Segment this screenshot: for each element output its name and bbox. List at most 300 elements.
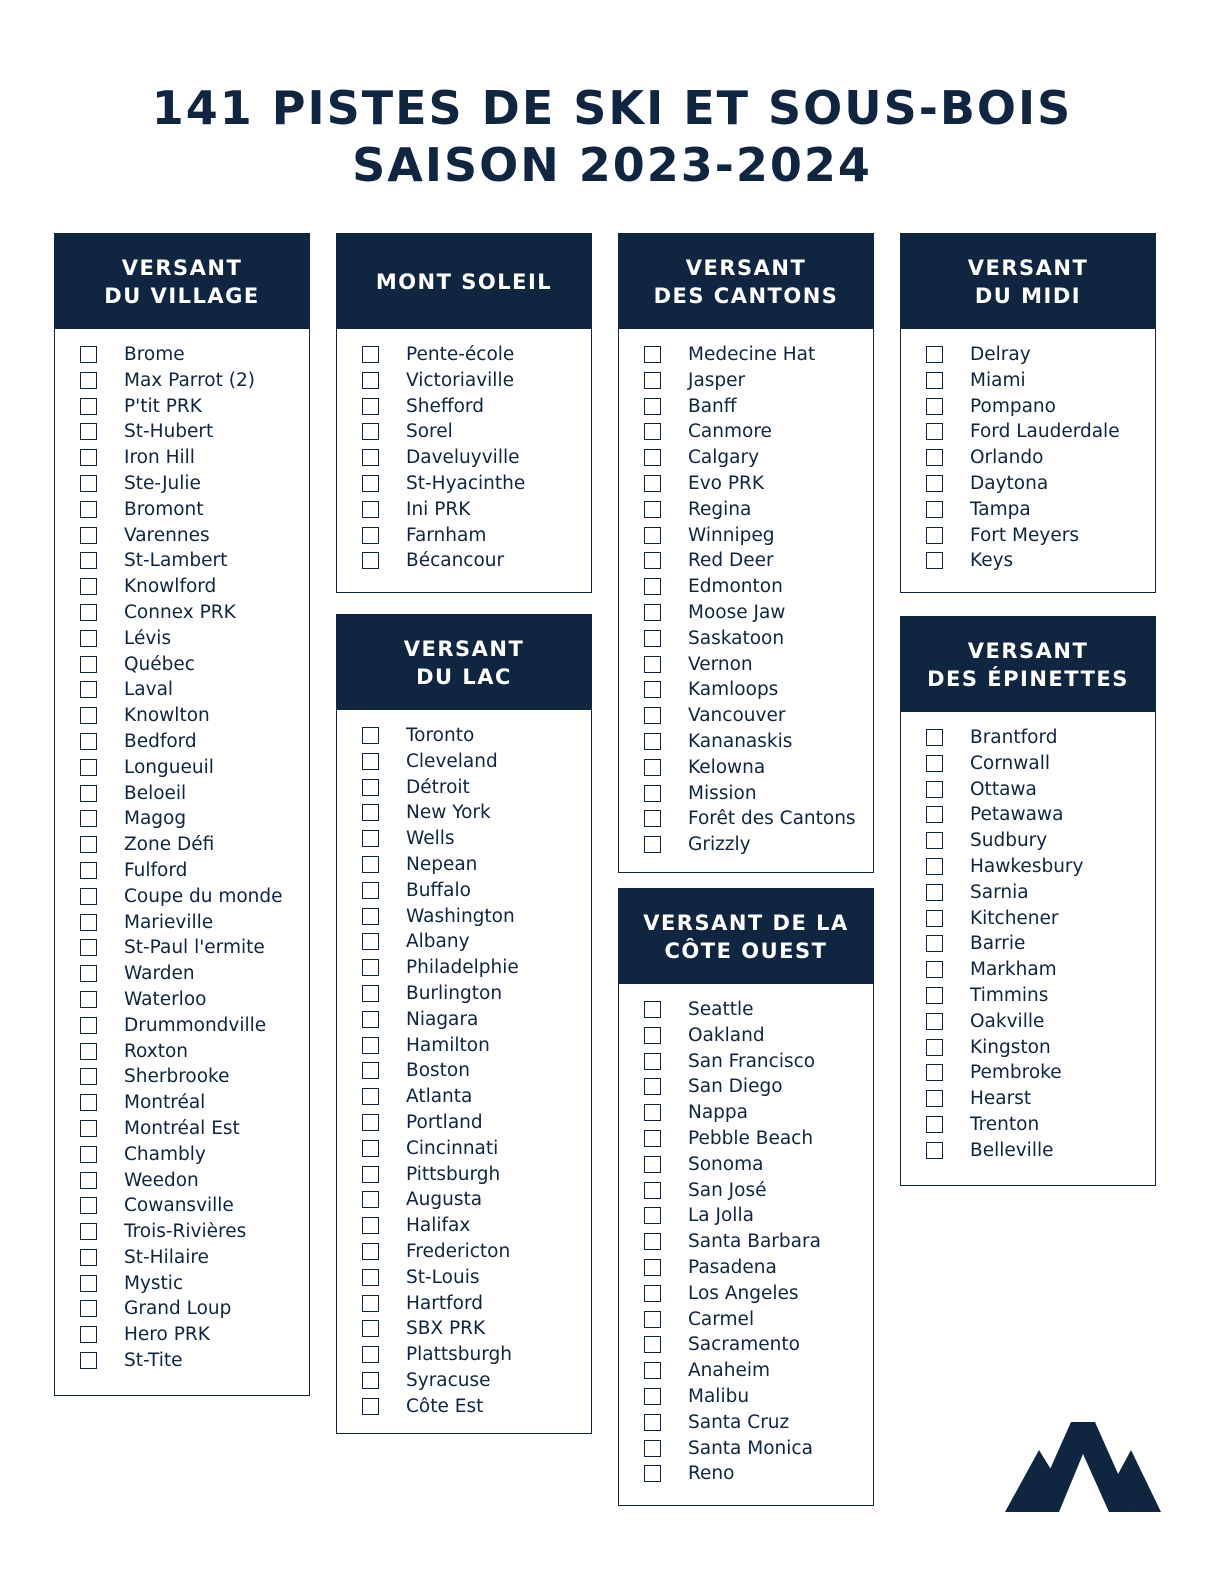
checkbox[interactable]: [926, 910, 943, 927]
checkbox[interactable]: [362, 753, 379, 770]
checkbox[interactable]: [362, 727, 379, 744]
checklist-item-label: St-Lambert: [124, 550, 228, 572]
panel-versant-de-la-cote-ouest: [618, 888, 874, 1506]
checklist-item-label: Pebble Beach: [688, 1127, 814, 1149]
checkbox[interactable]: [926, 501, 943, 518]
checklist-item-label: Mystic: [124, 1272, 184, 1294]
checkbox[interactable]: [80, 759, 97, 776]
checkbox[interactable]: [644, 398, 661, 415]
checklist-item-label: Coupe du monde: [124, 885, 283, 907]
panel-title-line-2: DES ÉPINETTES: [927, 666, 1129, 691]
checkbox[interactable]: [362, 779, 379, 796]
checkbox[interactable]: [80, 914, 97, 931]
checklist-item-label: Petawawa: [970, 804, 1064, 826]
checklist-item-label: St-Tite: [124, 1350, 183, 1372]
checklist-item-label: Brome: [124, 344, 185, 365]
checkbox[interactable]: [80, 1068, 97, 1085]
checkbox[interactable]: [644, 656, 661, 673]
checklist: [619, 984, 873, 1488]
checkbox[interactable]: [80, 862, 97, 879]
checkbox[interactable]: [644, 501, 661, 518]
checkbox[interactable]: [80, 578, 97, 595]
checklist-item-label: Wells: [406, 828, 455, 850]
checklist-item-label: Santa Barbara: [688, 1231, 821, 1253]
checkbox[interactable]: [644, 346, 661, 363]
checkbox[interactable]: [362, 1191, 379, 1208]
checklist-item-label: Max Parrot (2): [124, 369, 255, 391]
panel-title-line-2: DU VILLAGE: [104, 283, 260, 308]
checklist-item: [619, 1333, 873, 1359]
checkbox[interactable]: [362, 398, 379, 415]
checkbox[interactable]: [80, 707, 97, 724]
checklist-item: [55, 1349, 309, 1375]
checkbox[interactable]: [644, 1156, 661, 1173]
checkbox[interactable]: [80, 733, 97, 750]
checklist-item-label: Ini PRK: [406, 498, 471, 520]
checklist-item: [901, 343, 1155, 369]
checklist-item: [619, 1024, 873, 1050]
checkbox[interactable]: [80, 1017, 97, 1034]
checklist-item: [337, 1266, 591, 1292]
checklist-item-label: Timmins: [970, 984, 1049, 1006]
checkbox[interactable]: [926, 1090, 943, 1107]
checklist-item-label: Albany: [406, 931, 470, 953]
checklist-item-label: Vernon: [688, 653, 753, 675]
checkbox[interactable]: [926, 1013, 943, 1030]
checklist-item: [619, 524, 873, 550]
checklist-item: [55, 911, 309, 937]
checklist-item: [619, 1075, 873, 1101]
checklist-item-label: Tampa: [970, 498, 1031, 520]
checklist-item-label: Daytona: [970, 472, 1049, 494]
checkbox[interactable]: [80, 1249, 97, 1266]
checkbox[interactable]: [644, 681, 661, 698]
checklist-item: [901, 726, 1155, 752]
checkbox[interactable]: [80, 423, 97, 440]
checkbox[interactable]: [926, 398, 943, 415]
checklist-item: [55, 472, 309, 498]
checklist-item-label: Hearst: [970, 1088, 1032, 1110]
checkbox[interactable]: [362, 933, 379, 950]
checkbox[interactable]: [644, 836, 661, 853]
checklist-item-label: Hartford: [406, 1292, 483, 1314]
checkbox[interactable]: [80, 475, 97, 492]
checkbox[interactable]: [80, 1094, 97, 1111]
checkbox[interactable]: [644, 1182, 661, 1199]
checklist-item-label: Carmel: [688, 1308, 755, 1330]
checklist-item-label: Cincinnati: [406, 1137, 499, 1159]
checklist-item-label: Moose Jaw: [688, 601, 786, 623]
checkbox[interactable]: [926, 527, 943, 544]
checkbox[interactable]: [362, 346, 379, 363]
checkbox[interactable]: [644, 1027, 661, 1044]
checklist-item: [55, 1065, 309, 1091]
checklist-item-label: Jasper: [688, 369, 746, 391]
checkbox[interactable]: [80, 527, 97, 544]
panel-title-line-1: MONT SOLEIL: [375, 269, 553, 294]
checkbox[interactable]: [644, 1053, 661, 1070]
checkbox[interactable]: [362, 1114, 379, 1131]
checklist-item-label: Barrie: [970, 933, 1026, 955]
checkbox[interactable]: [644, 733, 661, 750]
checkbox[interactable]: [926, 552, 943, 569]
checkbox[interactable]: [926, 475, 943, 492]
checkbox[interactable]: [362, 985, 379, 1002]
checklist-item: [337, 395, 591, 421]
checkbox[interactable]: [362, 1037, 379, 1054]
checklist-item-label: Grizzly: [688, 834, 751, 856]
checklist-item: [337, 930, 591, 956]
checklist: [619, 329, 873, 859]
checkbox[interactable]: [362, 1372, 379, 1389]
checklist-item: [337, 369, 591, 395]
checkbox[interactable]: [926, 1142, 943, 1159]
checklist-item: [337, 472, 591, 498]
panel-title-line-2: DU LAC: [416, 664, 512, 689]
checkbox[interactable]: [926, 1039, 943, 1056]
checklist-item: [619, 1179, 873, 1205]
checklist-item-label: San José: [688, 1179, 767, 1201]
checkbox[interactable]: [644, 1465, 661, 1482]
checkbox[interactable]: [644, 449, 661, 466]
checklist-item-label: Anaheim: [688, 1360, 770, 1382]
checklist-item-label: Trenton: [970, 1113, 1040, 1135]
checkbox[interactable]: [926, 987, 943, 1004]
checklist-item: [55, 1220, 309, 1246]
checkbox[interactable]: [362, 1243, 379, 1260]
checkbox[interactable]: [362, 1088, 379, 1105]
checkbox[interactable]: [644, 810, 661, 827]
checklist: [901, 712, 1155, 1165]
checklist-item: [901, 803, 1155, 829]
checkbox[interactable]: [926, 1064, 943, 1081]
checkbox[interactable]: [362, 501, 379, 518]
checklist-item-label: Los Angeles: [688, 1282, 799, 1304]
checkbox[interactable]: [80, 501, 97, 518]
checkbox[interactable]: [644, 1001, 661, 1018]
panel-versant-du-midi: [900, 233, 1156, 593]
checklist-item-label: Chambly: [124, 1143, 206, 1165]
checkbox[interactable]: [80, 810, 97, 827]
checkbox[interactable]: [644, 604, 661, 621]
checklist-item: [55, 653, 309, 679]
checkbox[interactable]: [80, 398, 97, 415]
checklist-item-label: Bedford: [124, 730, 197, 752]
checkbox[interactable]: [362, 527, 379, 544]
checklist-item-label: New York: [406, 802, 491, 824]
checkbox[interactable]: [644, 1259, 661, 1276]
checkbox[interactable]: [80, 1275, 97, 1292]
checklist-item-label: Bromont: [124, 498, 204, 520]
checkbox[interactable]: [362, 830, 379, 847]
checkbox[interactable]: [80, 888, 97, 905]
checklist-item: [901, 1010, 1155, 1036]
checkbox[interactable]: [80, 372, 97, 389]
checkbox[interactable]: [644, 785, 661, 802]
checklist-item-label: Nappa: [688, 1102, 748, 1124]
checklist-item-label: Augusta: [406, 1189, 483, 1211]
checkbox[interactable]: [644, 527, 661, 544]
checkbox[interactable]: [926, 729, 943, 746]
checkbox[interactable]: [644, 1440, 661, 1457]
checkbox[interactable]: [644, 1104, 661, 1121]
checklist-item-label: Kamloops: [688, 679, 779, 701]
panel-title-line-1: VERSANT DE LA: [643, 910, 849, 935]
title-line-2: SAISON 2023-2024: [352, 138, 872, 192]
checklist-item: [337, 1059, 591, 1085]
checklist-item: [901, 984, 1155, 1010]
checkbox[interactable]: [362, 908, 379, 925]
checklist-item-label: Shefford: [406, 395, 484, 417]
checklist-item: [55, 859, 309, 885]
panel-versant-du-lac: [336, 614, 592, 1434]
checkbox[interactable]: [362, 1011, 379, 1028]
checkbox[interactable]: [362, 1269, 379, 1286]
checklist-item: [55, 1272, 309, 1298]
checkbox[interactable]: [80, 1146, 97, 1163]
checkbox[interactable]: [80, 939, 97, 956]
checkbox[interactable]: [362, 1346, 379, 1363]
checklist-item-label: Bécancour: [406, 550, 505, 572]
checklist-item-label: Montréal Est: [124, 1117, 240, 1139]
checkbox[interactable]: [644, 630, 661, 647]
checklist-item: [55, 782, 309, 808]
checklist-item: [619, 472, 873, 498]
checklist-item-label: Niagara: [406, 1008, 479, 1030]
checkbox[interactable]: [644, 1285, 661, 1302]
checklist-item-label: Kelowna: [688, 756, 766, 778]
checkbox[interactable]: [644, 1414, 661, 1431]
checkbox[interactable]: [362, 475, 379, 492]
checklist-item: [55, 1246, 309, 1272]
checkbox[interactable]: [644, 1336, 661, 1353]
checkbox[interactable]: [644, 1388, 661, 1405]
checklist-item-label: Knowlton: [124, 705, 210, 727]
checklist-item: [55, 885, 309, 911]
panel-title-line-1: VERSANT: [967, 255, 1089, 280]
checkbox[interactable]: [80, 991, 97, 1008]
checkbox[interactable]: [362, 1398, 379, 1415]
checklist-item-label: Pente-école: [406, 344, 515, 365]
checklist-item: [337, 724, 591, 750]
checklist-item-label: Medecine Hat: [688, 344, 816, 365]
checkbox[interactable]: [644, 1362, 661, 1379]
checkbox[interactable]: [80, 1352, 97, 1369]
checklist-item: [619, 369, 873, 395]
checklist-item: [337, 1343, 591, 1369]
checklist-item-label: Pittsburgh: [406, 1163, 501, 1185]
checklist-item: [619, 498, 873, 524]
checklist-item: [901, 1061, 1155, 1087]
checkbox[interactable]: [644, 1207, 661, 1224]
checkbox[interactable]: [80, 1172, 97, 1189]
checklist-item-label: Brantford: [970, 727, 1058, 748]
checkbox[interactable]: [80, 449, 97, 466]
checkbox[interactable]: [362, 959, 379, 976]
checkbox[interactable]: [362, 1320, 379, 1337]
checklist-item: [337, 1317, 591, 1343]
checklist-item: [619, 1230, 873, 1256]
panel-versant-des-cantons: [618, 233, 874, 873]
panel-title-line-2: CÔTE OUEST: [664, 938, 828, 963]
checklist-item-label: Seattle: [688, 999, 754, 1020]
checkbox[interactable]: [80, 1300, 97, 1317]
checkbox[interactable]: [80, 552, 97, 569]
checkbox[interactable]: [362, 1166, 379, 1183]
checklist-item: [619, 653, 873, 679]
checkbox[interactable]: [926, 832, 943, 849]
checkbox[interactable]: [80, 681, 97, 698]
checklist-item-label: Daveluyville: [406, 447, 520, 469]
page-title: [0, 80, 1224, 194]
checklist-item-label: Mission: [688, 782, 757, 804]
checkbox[interactable]: [362, 1295, 379, 1312]
checkbox[interactable]: [926, 806, 943, 823]
checklist-item-label: Sonoma: [688, 1153, 764, 1175]
panel-title-line-2: DU MIDI: [974, 283, 1082, 308]
checklist: [55, 329, 309, 1375]
checklist-item-label: Edmonton: [688, 576, 783, 598]
checkbox[interactable]: [926, 884, 943, 901]
checkbox[interactable]: [644, 759, 661, 776]
checkbox[interactable]: [926, 961, 943, 978]
checkbox[interactable]: [80, 604, 97, 621]
checkbox[interactable]: [644, 1130, 661, 1147]
checkbox[interactable]: [926, 449, 943, 466]
checklist-item: [55, 704, 309, 730]
checkbox[interactable]: [926, 781, 943, 798]
checkbox[interactable]: [80, 346, 97, 363]
checkbox[interactable]: [80, 1043, 97, 1060]
checkbox[interactable]: [362, 552, 379, 569]
checkbox[interactable]: [362, 372, 379, 389]
checklist-item-label: Sarnia: [970, 881, 1029, 903]
checkbox[interactable]: [362, 1140, 379, 1157]
checkbox[interactable]: [362, 1217, 379, 1234]
checkbox[interactable]: [80, 1326, 97, 1343]
checklist-item-label: Fredericton: [406, 1240, 511, 1262]
checkbox[interactable]: [80, 630, 97, 647]
checkbox[interactable]: [926, 372, 943, 389]
checklist-item: [619, 807, 873, 833]
checkbox[interactable]: [362, 856, 379, 873]
checklist-item-label: Pompano: [970, 395, 1056, 417]
checkbox[interactable]: [644, 578, 661, 595]
checklist: [337, 329, 591, 575]
checkbox[interactable]: [926, 935, 943, 952]
checkbox[interactable]: [644, 372, 661, 389]
checklist-item: [619, 1308, 873, 1334]
checklist-item: [55, 756, 309, 782]
checkbox[interactable]: [80, 1197, 97, 1214]
checkbox[interactable]: [362, 423, 379, 440]
checkbox[interactable]: [926, 755, 943, 772]
checklist-item: [337, 853, 591, 879]
checklist-item: [55, 369, 309, 395]
checklist-item-label: Weedon: [124, 1169, 199, 1191]
checklist-item: [337, 524, 591, 550]
checklist-item-label: Connex PRK: [124, 601, 236, 623]
checkbox[interactable]: [644, 423, 661, 440]
panel-header: [619, 234, 873, 329]
panel-header: [901, 617, 1155, 712]
checklist-item: [901, 395, 1155, 421]
mountain-logo-icon: [1005, 1420, 1161, 1516]
checklist-item-label: Malibu: [688, 1385, 750, 1407]
checklist-item: [619, 446, 873, 472]
checklist-item-label: Iron Hill: [124, 447, 195, 469]
checkbox[interactable]: [926, 858, 943, 875]
checkbox[interactable]: [926, 346, 943, 363]
checklist-item: [619, 1050, 873, 1076]
checkbox[interactable]: [644, 475, 661, 492]
checklist-item-label: Belleville: [970, 1139, 1054, 1161]
checkbox[interactable]: [362, 882, 379, 899]
checkbox[interactable]: [80, 1120, 97, 1137]
checklist-item-label: Ottawa: [970, 778, 1037, 800]
checklist-item-label: Santa Cruz: [688, 1411, 790, 1433]
checklist-item-label: Delray: [970, 344, 1031, 365]
checklist-item-label: St-Hubert: [124, 421, 214, 443]
checklist-item-label: Nepean: [406, 853, 478, 875]
checklist-item: [901, 958, 1155, 984]
checkbox[interactable]: [644, 1078, 661, 1095]
checkbox[interactable]: [644, 552, 661, 569]
checklist-item: [337, 343, 591, 369]
checklist-item-label: Sherbrooke: [124, 1066, 230, 1088]
checkbox[interactable]: [926, 1116, 943, 1133]
checklist-item: [901, 498, 1155, 524]
checklist-item: [901, 932, 1155, 958]
checklist-item: [619, 730, 873, 756]
checklist-item-label: Toronto: [406, 725, 475, 746]
checklist-item: [619, 704, 873, 730]
checkbox[interactable]: [926, 423, 943, 440]
checklist-item: [337, 956, 591, 982]
checklist-item: [619, 1411, 873, 1437]
checklist-item: [619, 420, 873, 446]
checkbox[interactable]: [362, 804, 379, 821]
checklist-item: [901, 369, 1155, 395]
checklist-item-label: Boston: [406, 1060, 470, 1082]
checklist-item: [337, 1085, 591, 1111]
checklist-item: [619, 1127, 873, 1153]
checklist-item: [619, 678, 873, 704]
checklist-item: [901, 1113, 1155, 1139]
checklist-item: [55, 1014, 309, 1040]
checklist-item: [55, 678, 309, 704]
checkbox[interactable]: [80, 656, 97, 673]
checklist-item-label: Burlington: [406, 982, 503, 1004]
checkbox[interactable]: [80, 1223, 97, 1240]
checklist-item-label: Magog: [124, 808, 187, 830]
checklist-item: [619, 549, 873, 575]
checkbox[interactable]: [362, 1062, 379, 1079]
checklist-item-label: St-Louis: [406, 1266, 480, 1288]
checkbox[interactable]: [644, 707, 661, 724]
checkbox[interactable]: [644, 1311, 661, 1328]
checklist-item-label: St-Hilaire: [124, 1246, 209, 1268]
checkbox[interactable]: [80, 965, 97, 982]
checklist-item: [337, 827, 591, 853]
checklist-item: [55, 498, 309, 524]
panel-header: [901, 234, 1155, 329]
checkbox[interactable]: [644, 1233, 661, 1250]
checkbox[interactable]: [362, 449, 379, 466]
checkbox[interactable]: [80, 785, 97, 802]
checkbox[interactable]: [80, 836, 97, 853]
checklist-item-label: Orlando: [970, 447, 1044, 469]
